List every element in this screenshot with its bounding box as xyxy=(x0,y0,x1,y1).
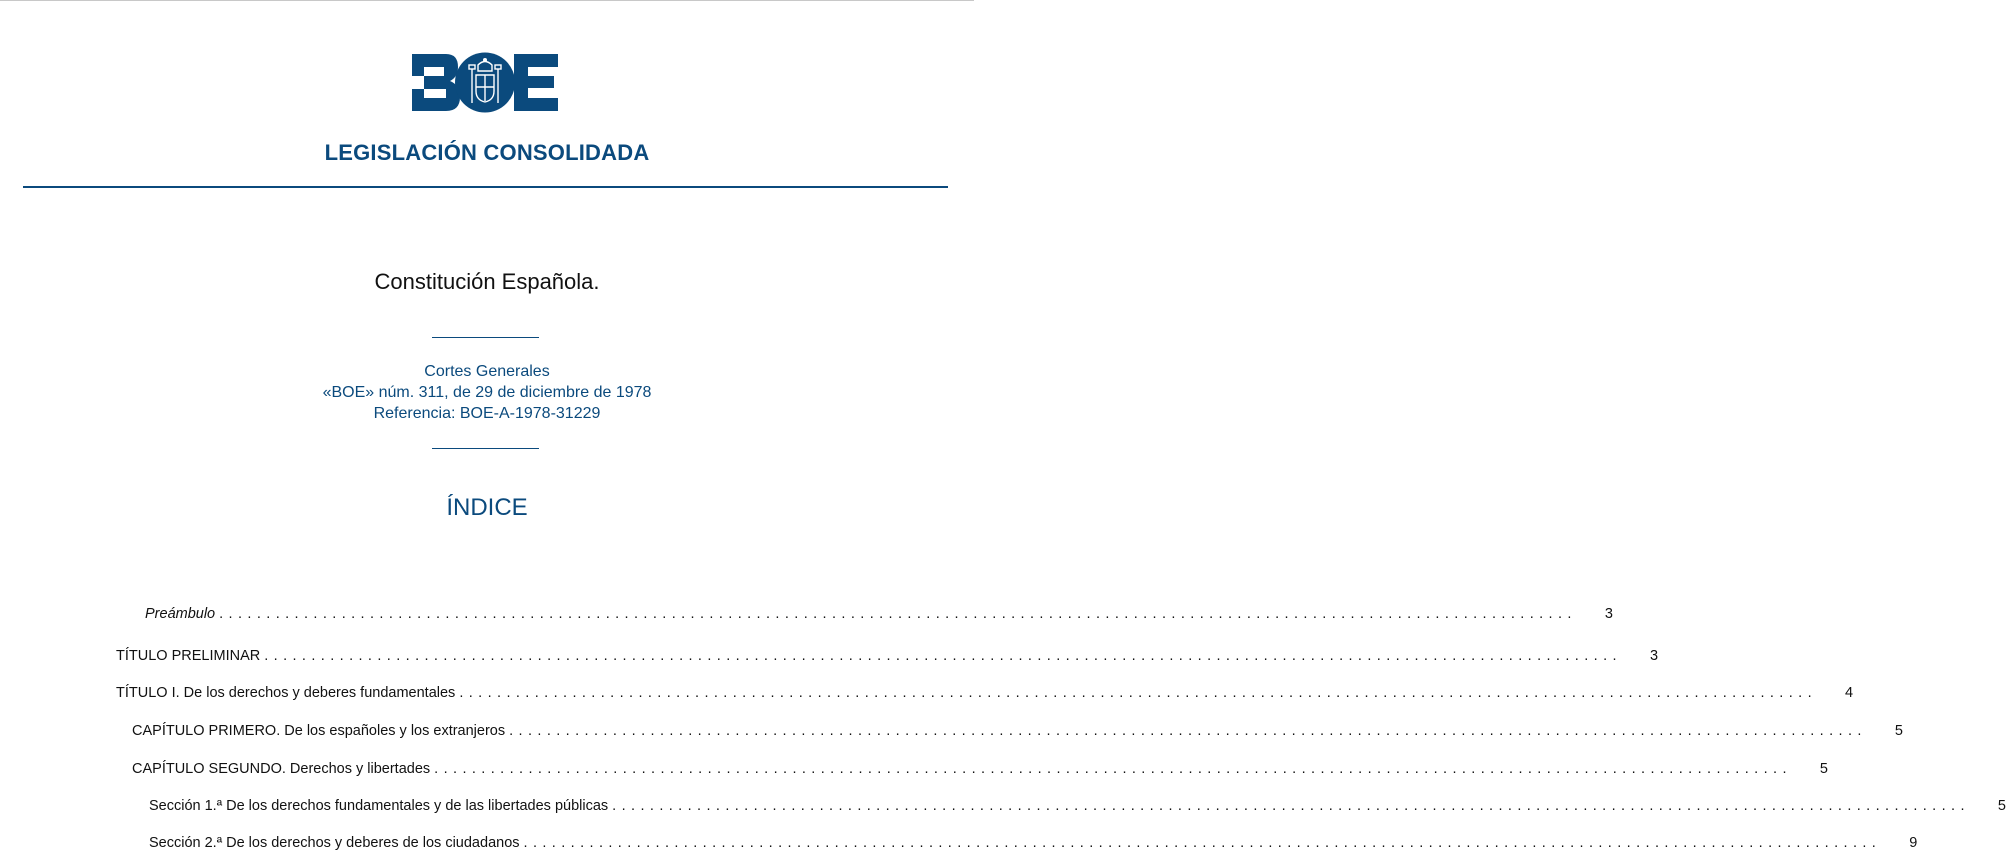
toc-page: 3 xyxy=(1604,606,1613,622)
toc-label: TÍTULO I. De los derechos y deberes fundamentales xyxy=(116,685,456,701)
document-metadata xyxy=(0,361,974,424)
toc-entry-seccion-2[interactable] xyxy=(149,835,1918,855)
toc-label: Sección 2.ª De los derechos y deberes de los ciudadanos xyxy=(149,835,520,851)
toc-leader: ................................................................................................................................................ xyxy=(509,723,1867,739)
toc-entry-preambulo[interactable] xyxy=(145,606,1613,626)
toc-entry-capitulo-segundo[interactable] xyxy=(132,761,1828,781)
toc-label: TÍTULO PRELIMINAR xyxy=(116,648,261,664)
meta-divider-top xyxy=(432,337,539,338)
toc-entry-seccion-1[interactable] xyxy=(149,798,2006,818)
meta-divider-bottom xyxy=(432,448,539,449)
toc-leader: ................................................................................................................................................ xyxy=(523,835,1882,851)
toc-page: 5 xyxy=(1997,798,2006,814)
toc-entry-capitulo-primero[interactable] xyxy=(132,723,1903,743)
boe-logo-icon xyxy=(410,51,560,114)
boe-logo xyxy=(410,51,560,114)
reference: Referencia: BOE-A-1978-31229 xyxy=(373,405,601,422)
publication: «BOE» núm. 311, de 29 de diciembre de 1978 xyxy=(322,384,652,401)
toc-leader: ................................................................................................................................................ xyxy=(219,606,1577,622)
header-divider xyxy=(23,186,948,188)
toc-page: 3 xyxy=(1649,648,1659,664)
toc-page: 4 xyxy=(1845,685,1854,701)
issuer: Cortes Generales xyxy=(424,363,550,380)
toc-leader: ................................................................................................................................................ xyxy=(459,685,1818,701)
toc-label: Sección 1.ª De los derechos fundamentales y de las libertades públicas xyxy=(149,798,609,814)
toc-page: 5 xyxy=(1819,761,1828,777)
toc-label: CAPÍTULO PRIMERO. De los españoles y los extranjeros xyxy=(132,723,506,739)
toc-entry-titulo-i[interactable] xyxy=(116,685,1854,705)
toc-leader: ................................................................................................................................................ xyxy=(612,798,1970,814)
toc-leader: ................................................................................................................................................ xyxy=(434,761,1792,777)
index-heading: ÍNDICE xyxy=(446,494,528,521)
header-title: LEGISLACIÓN CONSOLIDADA xyxy=(324,140,650,165)
toc-label: Preámbulo xyxy=(145,606,216,622)
toc-page: 9 xyxy=(1909,835,1918,851)
toc-label: CAPÍTULO SEGUNDO. Derechos y libertades xyxy=(132,761,431,777)
toc-leader: ................................................................................................................................................ xyxy=(264,648,1622,664)
document-title: Constitución Española. xyxy=(374,269,600,294)
toc-page: 5 xyxy=(1894,723,1903,739)
toc-entry-titulo-preliminar[interactable] xyxy=(116,648,1659,668)
